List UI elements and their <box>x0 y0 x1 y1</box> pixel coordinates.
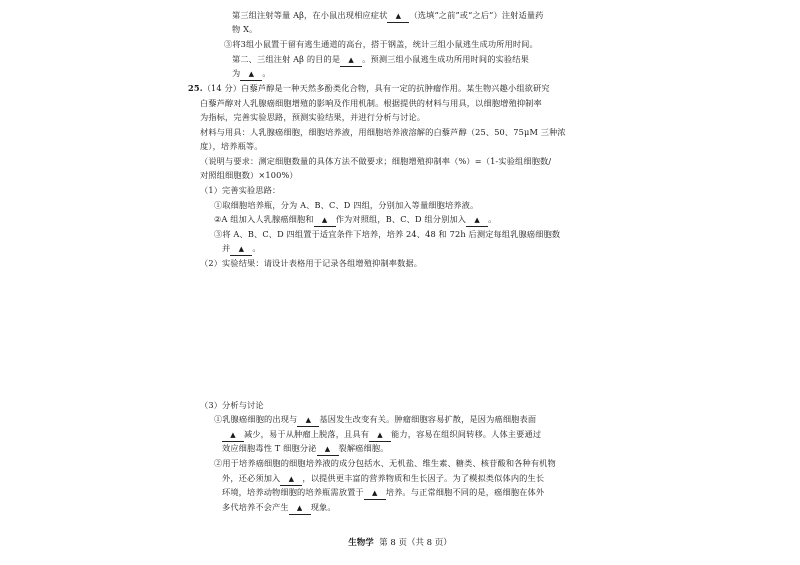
answer-blank: ▲ <box>289 502 311 515</box>
answer-blank: ▲ <box>369 429 391 442</box>
text-line: 白藜芦醇对人乳腺癌细胞增殖的影响及作用机制。根据提供的材料与用具，以细胞增殖抑制率 <box>200 98 542 108</box>
text-line: ③将3组小鼠置于留有逃生通道的高台，搭于钢盖，统计三组小鼠逃生成功所用时间。 <box>224 39 538 49</box>
step-2: ②A 组加入人乳腺癌细胞和 ▲ 作为对照组，B、C、D 组分别加入 ▲ 。 <box>214 214 496 227</box>
text-line: 为指标，完善实验思路，预测实验结果，并进行分析与讨论。 <box>200 112 426 122</box>
text-line: 物 X。 <box>232 24 258 34</box>
step-1: ①取细胞培养瓶，分为 A、B、C、D 四组，分别加入等量细胞培养液。 <box>214 200 479 210</box>
question-number: 25. <box>188 83 203 93</box>
answer-blank: ▲ <box>340 54 362 67</box>
text-line: 为 ▲ 。 <box>232 68 271 81</box>
materials-line: 材料与用具：人乳腺癌细胞，细胞培养液，用细胞培养液溶解的白藜芦醇（25、50、75μM 三种浓 <box>200 127 566 137</box>
text-line: 并 ▲ 。 <box>222 243 261 256</box>
text-line: 第三组注射等量 Aβ，在小鼠出现相应症状 ▲ （选填“之前”或“之后”）注射适量药 <box>232 10 544 23</box>
subquestion-2-heading: （2）实验结果：请设计表格用于记录各组增殖抑制率数据。 <box>200 258 423 268</box>
requirements-line: （说明与要求：测定细胞数量的具体方法不做要求；细胞增殖抑制率（%）=（1-实验组细胞数/ <box>200 156 552 166</box>
analysis-1: ①乳腺癌细胞的出现与 ▲ 基因发生改变有关。肿瘤细胞容易扩散，是因为癌细胞表面 <box>214 414 536 427</box>
answer-blank: ▲ <box>317 443 339 456</box>
text-line: 多代培养不会产生 ▲ 现象。 <box>222 502 336 515</box>
subquestion-1-heading: （1）完善实验思路： <box>200 185 281 195</box>
step-3: ③将 A、B、C、D 四组置于适宜条件下培养，培养 24、48 和 72h 后测定每组乳腺癌细胞数 <box>214 229 561 239</box>
analysis-2: ②用于培养癌细胞的细胞培养液的成分包括水、无机盐、维生素、糖类、核苷酸和各种有机物 <box>214 458 556 468</box>
text-line: 效应细胞毒性 T 细胞分泌 ▲ 裂解癌细胞。 <box>222 443 389 456</box>
answer-blank: ▲ <box>230 243 252 256</box>
text-line: ▲ 减少，易于从肿瘤上脱落，且具有 ▲ 能力，容易在组织间转移。人体主要通过 <box>222 429 541 442</box>
answer-blank: ▲ <box>314 214 336 227</box>
answer-blank: ▲ <box>222 429 244 442</box>
text-line: 度），培养瓶等。 <box>200 141 263 151</box>
text-line: 第二、三组注射 Aβ 的目的是 ▲ 。预测三组小鼠逃生成功所用时间的实验结果 <box>232 54 529 67</box>
text-line: 外，还必须加入 ▲ ，以提供更丰富的营养物质和生长因子。为了模拟类似体内的生长 <box>222 473 544 486</box>
subject-label: 生物学 <box>348 538 374 548</box>
answer-blank: ▲ <box>280 473 302 486</box>
answer-blank: ▲ <box>297 414 319 427</box>
answer-blank: ▲ <box>466 214 488 227</box>
subquestion-3-heading: （3）分析与讨论 <box>200 400 264 410</box>
answer-blank: ▲ <box>240 68 262 81</box>
answer-blank: ▲ <box>387 10 409 23</box>
page-number: 第 8 页（共 8 页） <box>379 538 452 548</box>
answer-blank: ▲ <box>364 487 386 500</box>
answer-area <box>200 274 620 394</box>
page-footer <box>0 536 800 548</box>
text-line: 环境，培养动物细胞的培养瓶需放置于 ▲ 培养。与正常细胞不同的是，癌细胞在体外 <box>222 487 544 500</box>
text-line: 对照组细胞数）×100%） <box>200 170 298 180</box>
question-25-intro: 25.（14 分）白藜芦醇是一种天然多酚类化合物，具有一定的抗肿瘤作用。某生物兴趣小组欲研究 <box>188 83 550 93</box>
